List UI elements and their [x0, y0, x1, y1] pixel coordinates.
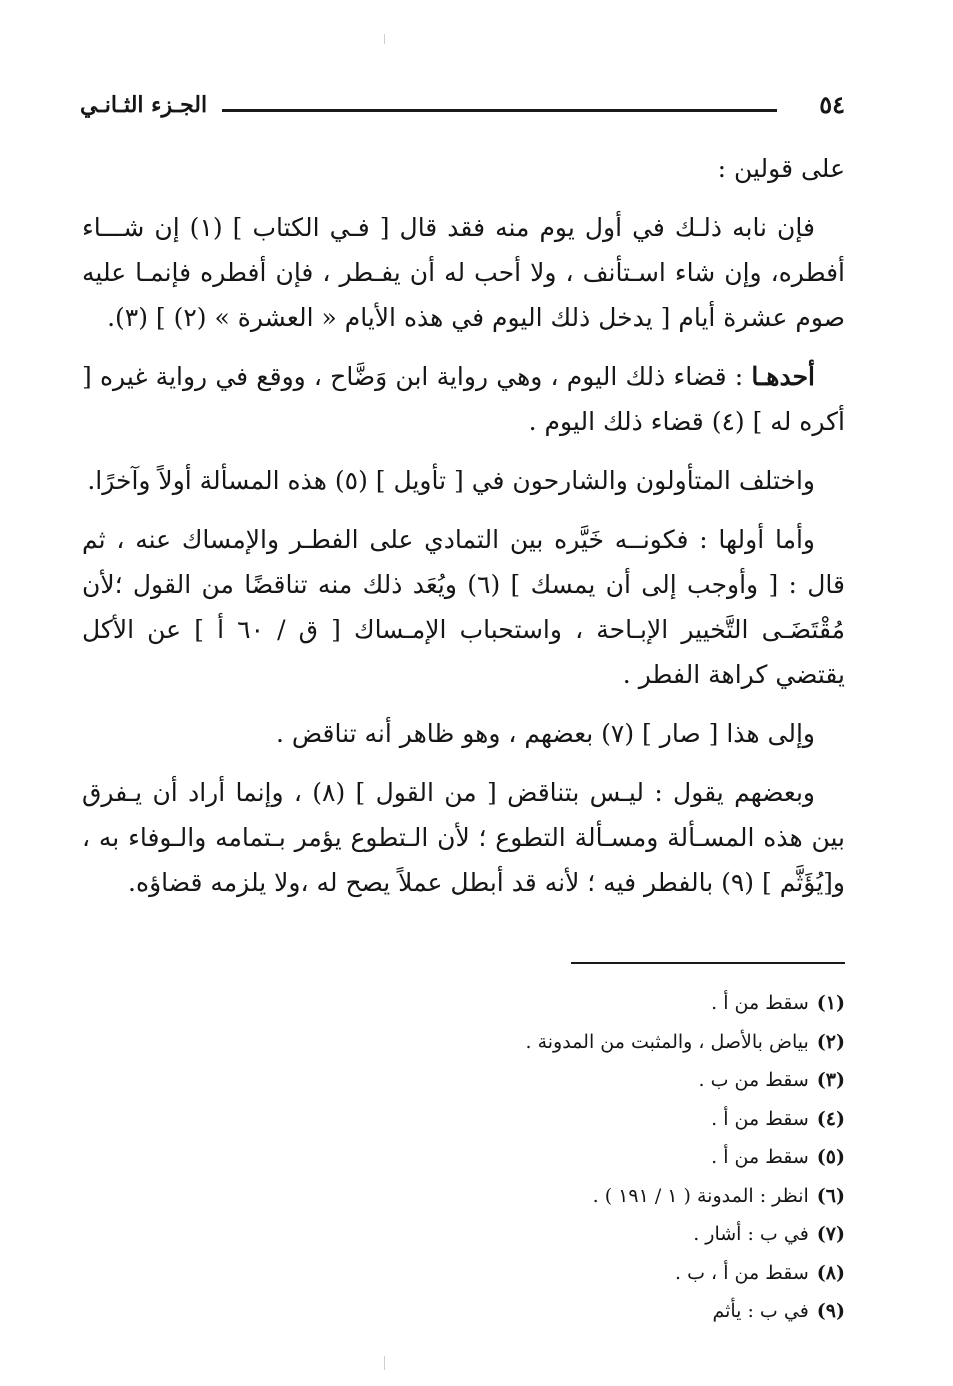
- footnote: [300, 1023, 845, 1062]
- footnote-number: (٤): [816, 1107, 845, 1130]
- paragraph: [82, 205, 845, 340]
- paragraph: [82, 770, 845, 905]
- footnote-text: سقط من ب .: [698, 1069, 809, 1091]
- footnote-text: سقط من أ .: [711, 992, 809, 1014]
- footnote-number: (٢): [816, 1030, 845, 1053]
- paragraph-text: وإلى هذا [ صار ] (٧) بعضهم ، وهو ظاهر أنه تناقض .: [275, 719, 815, 748]
- main-text: [82, 146, 845, 919]
- footnote: [300, 1292, 845, 1331]
- paragraph: [82, 711, 845, 756]
- footnote: [300, 1177, 845, 1216]
- paragraph-text: وبعضهم يقول : ليـس بتناقض [ من القول ] (٨) ، وإنما أراد أن يـفرق بين هذه المسـألة ومسـألة التطوع ؛ لأن الـتطوع يؤمر بـتمامه والـوفاء به ، و[يُؤَثَّم ] (٩) بالفطر فيه ؛ لأنه قد أبطل عملاً يصح له ،ولا يلزمه قضاؤه.: [82, 778, 845, 897]
- paragraph-text: فإن نابه ذلـك في أول يوم منه فقد قال [ فـي الكتاب ] (١) إن شـــاء أفطره، وإن شاء اسـتأنف ، ولا أحب له أن يفـطر ، فإن أفطره فإنمـا عليه صوم عشرة أيام [ يدخل ذلك اليوم في هذه الأيام « العشرة » (٢) ] (٣).: [82, 213, 845, 332]
- page-number: ٥٤: [819, 90, 845, 119]
- top-scan-mark: [384, 34, 385, 44]
- footnote-number: (٨): [816, 1261, 845, 1284]
- footnote-text: في ب : أشار .: [693, 1223, 809, 1245]
- paragraph-text: : قضاء ذلك اليوم ، وهي رواية ابن وَضَّاح ، ووقع في رواية غيره [ أكره له ] (٤) قضاء ذلك اليوم .: [82, 362, 845, 436]
- footnote-text: سقط من أ ، ب .: [675, 1261, 809, 1284]
- paragraph: [82, 517, 845, 697]
- footnote-number: (٩): [816, 1300, 845, 1322]
- bottom-scan-mark: [384, 1356, 385, 1370]
- paragraph-lead-word: أحدهـا: [751, 362, 815, 391]
- footnote-number: (٣): [816, 1069, 845, 1091]
- footnote-number: (١): [816, 992, 845, 1014]
- paragraph: [82, 458, 845, 503]
- footnote-text: في ب : يأثم: [712, 1300, 809, 1322]
- footnote: [300, 1138, 845, 1177]
- footnote-text: بياض بالأصل ، والمثبت من المدونة .: [525, 1030, 809, 1053]
- footnote-number: (٦): [816, 1184, 845, 1207]
- footnote-number: (٧): [816, 1223, 845, 1245]
- footnote-separator: [571, 962, 845, 964]
- paragraph: [82, 354, 845, 444]
- footnote-text: سقط من أ .: [711, 1146, 809, 1168]
- footnote: [300, 1254, 845, 1293]
- footnote: [300, 1100, 845, 1139]
- footnote: [300, 984, 845, 1023]
- header-rule: [222, 109, 777, 112]
- paragraph-text: وأما أولها : فكونــه خَيَّره بين التمادي على الفطـر والإمساك عنه ، ثم قال : [ وأوجب إلى أن يمسك ] (٦) ويُعَد ذلك منه تناقضًا من القول ؛لأن مُقْتَضَـى التَّخيير الإبـاحة ، واستحباب الإمـساك [ ق / ٦٠ أ ] عن الأكل يقتضي كراهة الفطر .: [82, 525, 845, 689]
- running-head: الجـزء الثـانـي: [80, 92, 208, 118]
- page-header: [80, 88, 845, 128]
- footnote-text: سقط من أ .: [711, 1107, 809, 1130]
- footnotes: [300, 984, 845, 1331]
- paragraph-text: على قولين :: [717, 154, 845, 183]
- footnote-text: انظر : المدونة ( ١ / ١٩١ ) .: [592, 1184, 809, 1207]
- paragraph-text: واختلف المتأولون والشارحون في [ تأويل ] (٥) هذه المسألة أولاً وآخرًا.: [87, 466, 815, 495]
- footnote-number: (٥): [816, 1146, 845, 1168]
- paragraph: [82, 146, 845, 191]
- footnote: [300, 1061, 845, 1100]
- footnote: [300, 1215, 845, 1254]
